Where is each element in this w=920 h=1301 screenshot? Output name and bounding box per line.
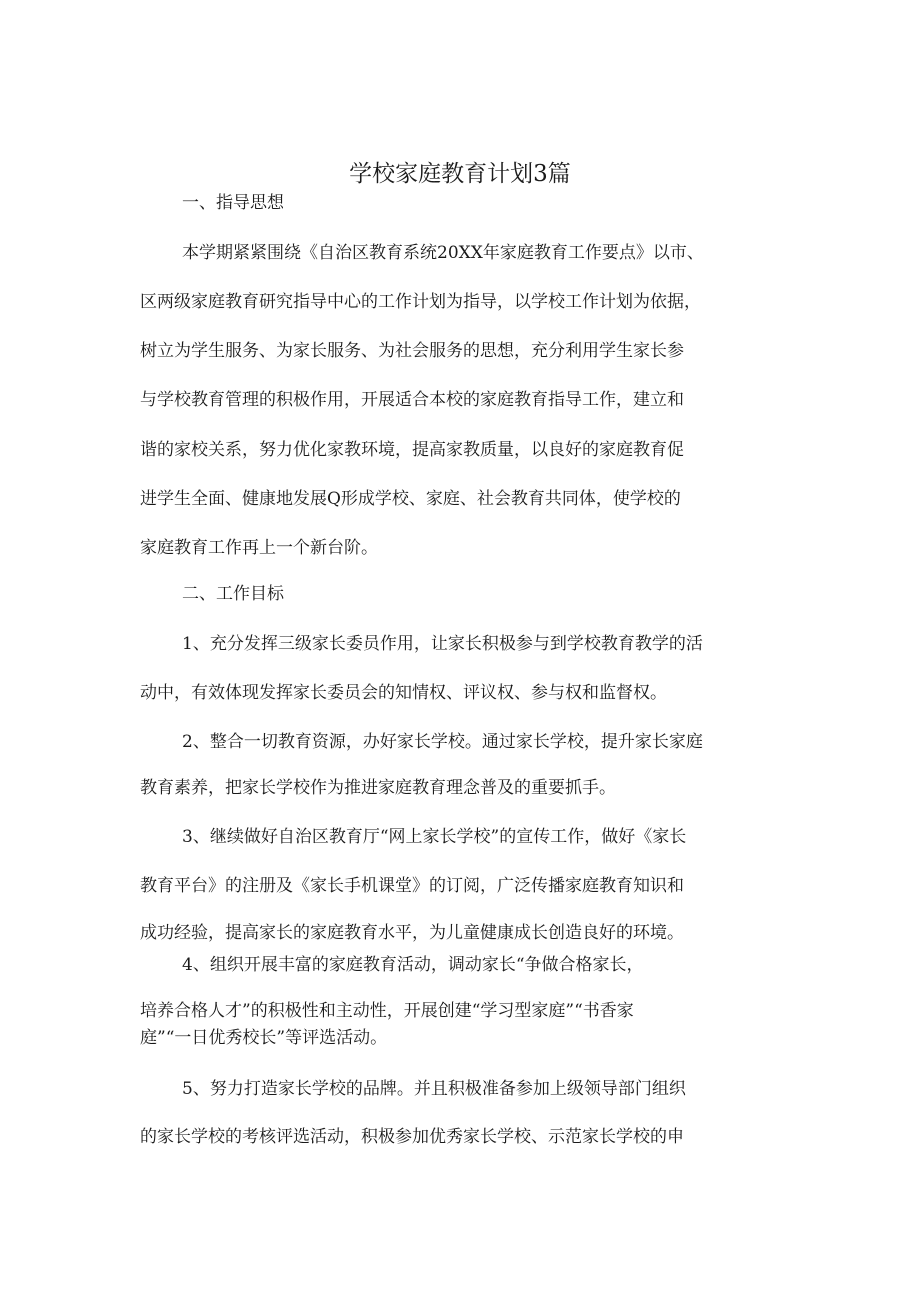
list-item-line: 2、整合一切教育资源，办好家长学校。通过家长学校，提升家长家庭 (182, 732, 703, 752)
list-item-line: 教育平台》的注册及《家长手机课堂》的订阅，广泛传播家庭教育知识和 (140, 876, 684, 896)
list-item-line: 5、努力打造家长学校的品牌。并且积极准备参加上级领导部门组织 (182, 1079, 686, 1099)
list-item-line: 1、充分发挥三级家长委员作用，让家长积极参与到学校教育教学的活 (182, 634, 703, 654)
paragraph-line: 与学校教育管理的积极作用，开展适合本校的家庭教育指导工作，建立和 (140, 390, 684, 410)
paragraph-line: 谐的家校关系，努力优化家教环境，提高家教质量，以良好的家庭教育促 (140, 440, 684, 460)
list-item-line: 的家长学校的考核评选活动，积极参加优秀家长学校、示范家长学校的申 (140, 1127, 684, 1147)
list-item-line: 动中，有效体现发挥家长委员会的知情权、评议权、参与权和监督权。 (140, 683, 667, 703)
list-item-line: 教育素养，把家长学校作为推进家庭教育理念普及的重要抓手。 (140, 778, 616, 798)
list-item-line: 成功经验，提高家长的家庭教育水平，为儿童健康成长创造良好的环境。 (140, 923, 684, 943)
list-item-line: 3、继续做好自治区教育厅“网上家长学校”的宣传工作，做好《家长 (182, 827, 687, 847)
paragraph-line: 本学期紧紧围绕《自治区教育系统20XX年家庭教育工作要点》以市、 (182, 243, 704, 263)
paragraph-line: 树立为学生服务、为家长服务、为社会服务的思想，充分利用学生家长参 (140, 341, 684, 361)
document-title: 学校家庭教育计划3篇 (349, 161, 571, 188)
list-item-line: 庭”“一日优秀校长”等评选活动。 (140, 1028, 388, 1048)
list-item-line: 4、组织开展丰富的家庭教育活动，调动家长“争做合格家长， (182, 955, 644, 975)
section-heading-guiding-ideology: 一、指导思想 (182, 193, 284, 213)
paragraph-line: 区两级家庭教育研究指导中心的工作计划为指导，以学校工作计划为依据， (140, 292, 701, 312)
paragraph-line: 进学生全面、健康地发展Q形成学校、家庭、社会教育共同体，使学校的 (140, 489, 681, 509)
paragraph-line: 家庭教育工作再上一个新台阶。 (140, 538, 378, 558)
list-item-line: 培养合格人才”的积极性和主动性，开展创建“学习型家庭”“书香家 (140, 1001, 634, 1021)
section-heading-work-goals: 二、工作目标 (182, 584, 284, 604)
